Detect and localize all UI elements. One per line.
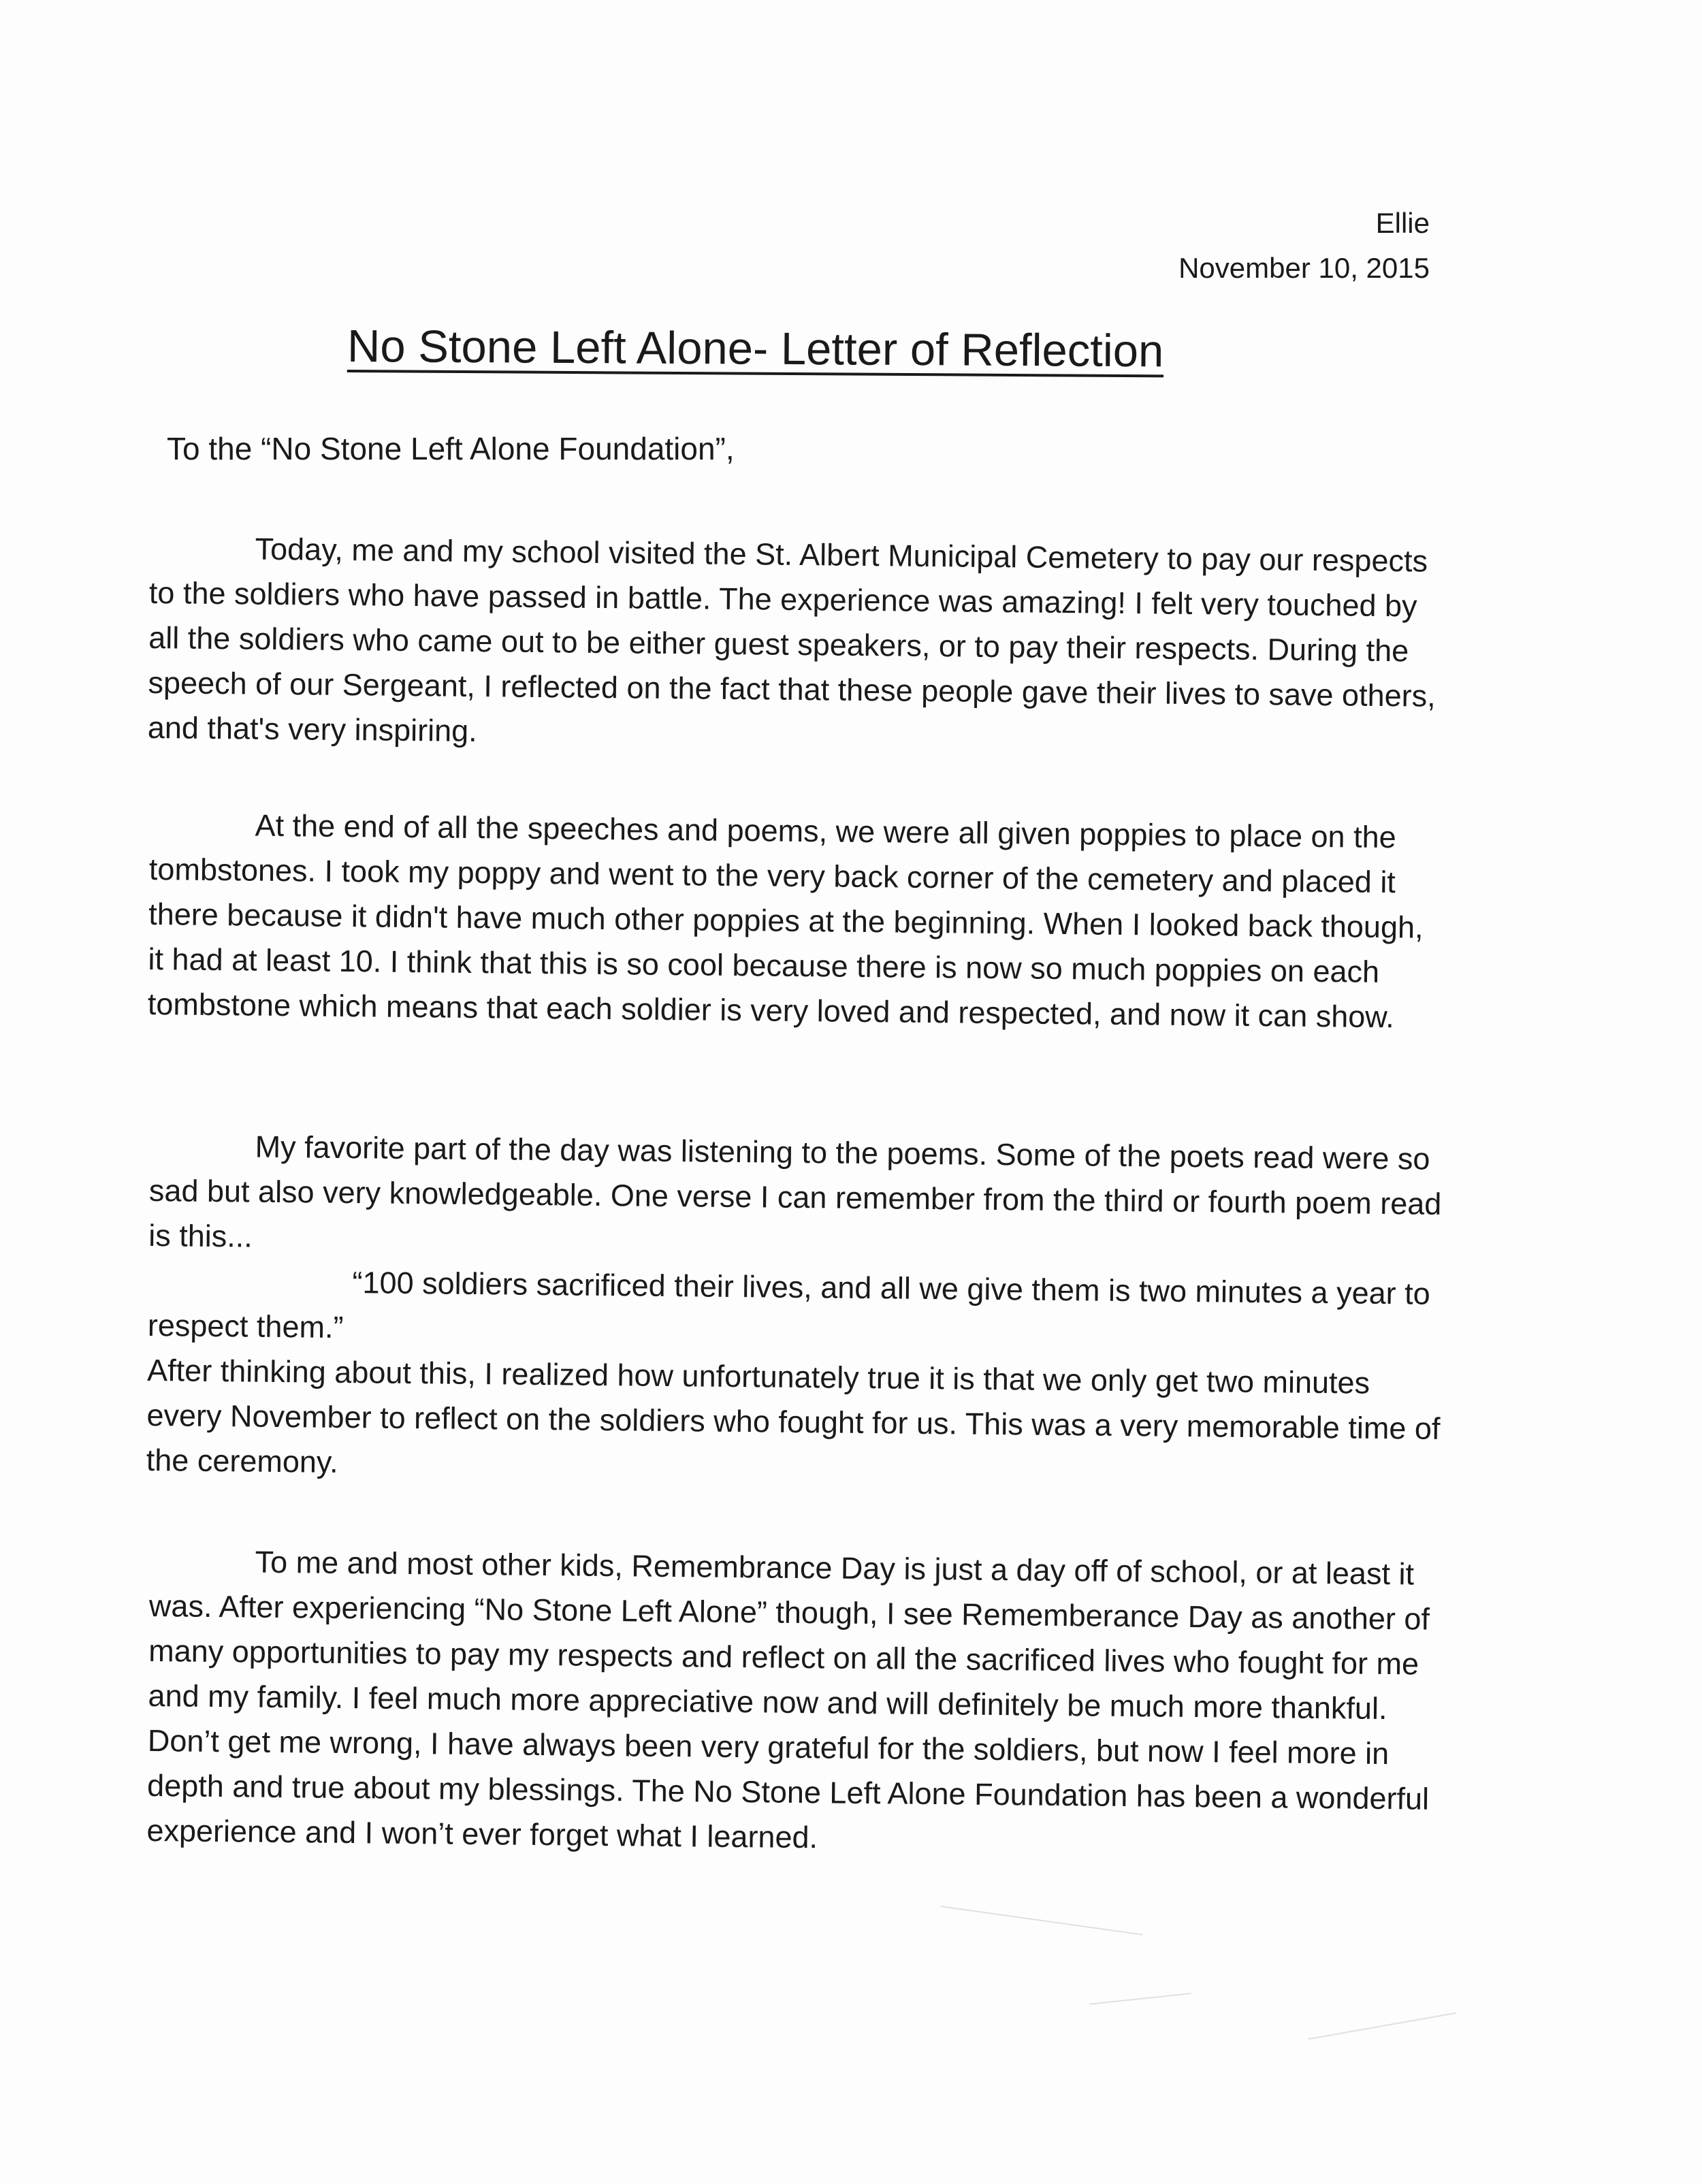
paragraph-3: My favorite part of the day was listening to the poems. Some of the poets read were so sad but also very knowledgeable. One verse I can remember from the third or fourth poem read is this... [148,1129,1442,1254]
poem-quote: “100 soldiers sacrificed their lives, and all we give them is two minutes a year to respect them.” [147,1265,1430,1345]
scan-mark [1308,2012,1456,2040]
letter-title: No Stone Left Alone- Letter of Reflection [347,321,1164,377]
paragraph-3-continued: After thinking about this, I realized how unfortunately true it is that we only get two minutes every November to reflect on the soldiers who fought for us. This was a very memorable time of the ceremony. [146,1352,1441,1479]
letter-date: November 10, 2015 [1178,252,1430,284]
author-name: Ellie [1375,207,1430,239]
paragraph-2-block [148,802,1443,1040]
paragraph-4-block [146,1539,1443,1867]
paragraph-1: Today, me and my school visited the St. Albert Municipal Cemetery to pay our respects to the soldiers who have passed in battle. The experience was amazing! I felt very touched by all the soldiers who came out to be either guest speakers, or to pay their respects. During the speech of our Sergeant, I reflected on the fact that these people gave their lives to save others, and that's very inspiring. [147,531,1436,749]
scan-mark [1089,1993,1191,2005]
paragraph-1-block [148,526,1443,764]
paragraph-2: At the end of all the speeches and poems, we were all given poppies to place on the tombstones. I took my poppy and went to the very back corner of the cemetery and placed it there because it didn't have much other poppies at the beginning. When I looked back though, it had at least 10. I think that this is so cool because there is now so much poppies on each tombstone which means that each soldier is very loved and respected, and now it can show. [147,807,1424,1035]
paragraph-4: To me and most other kids, Remembrance Day is just a day off of school, or at least it was. After experiencing “No Stone Left Alone” though, I see Rememberance Day as another of many opportunities to pay my respects and reflect on all the sacrificed lives who fought for me and my family. I feel much more appreciative now and will definitely be much more thankful. Don’t get me wrong, I have always been very grateful for the soldiers, but now I feel more in depth and true about my blessings. The No Stone Left Alone Foundation has been a wonderful experience and I won’t ever forget what I learned. [146,1544,1430,1855]
paragraph-3-block [146,1123,1443,1496]
letter-header [1178,201,1430,291]
scan-mark [940,1906,1142,1936]
salutation: To the “No Stone Left Alone Foundation”, [167,431,735,466]
